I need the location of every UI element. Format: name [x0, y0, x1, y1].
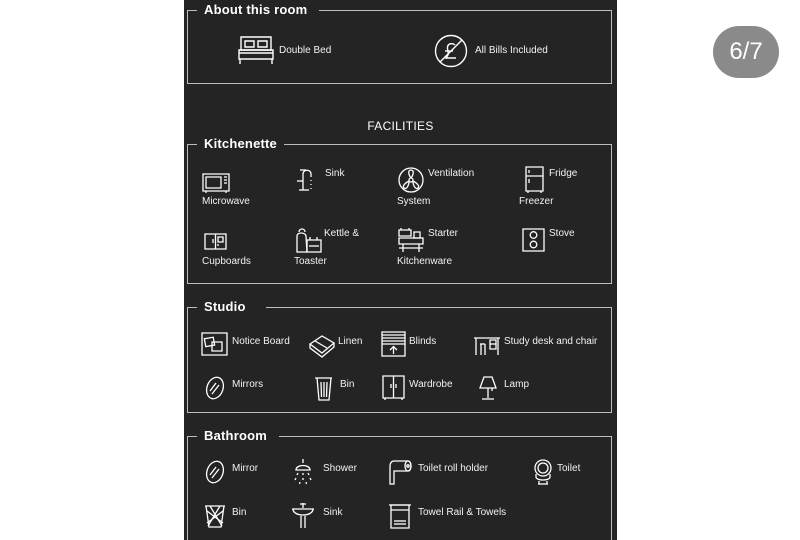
- studio-label-lamp: Lamp: [504, 379, 530, 390]
- bath-label-mirror: Mirror: [232, 463, 259, 474]
- bath-label-towel-rail: Towel Rail & Towels: [418, 507, 507, 518]
- studio-title: Studio: [197, 299, 266, 315]
- kitchen-item-cupboards: [202, 229, 230, 257]
- mirror-icon: [202, 458, 230, 486]
- studio-item-wardrobe: [381, 374, 453, 402]
- kettle-icon: [294, 226, 322, 254]
- kitchen-label-microwave: Microwave: [202, 196, 250, 207]
- kitchen-item-fridge: [521, 166, 577, 194]
- kitchen-label-kettle-2: Toaster: [294, 256, 327, 267]
- kitchen-label-cupboards: Cupboards: [202, 256, 251, 267]
- fridge-icon: [521, 166, 549, 194]
- studio-label-desk: Study desk and chair: [504, 336, 598, 347]
- kitchen-label-ventilation-2: System: [397, 196, 431, 207]
- tap-icon: [295, 166, 323, 194]
- kitchen-item-microwave: [202, 169, 230, 197]
- no-bills-icon: [434, 34, 468, 68]
- bath-item-toilet-roll: [388, 458, 488, 486]
- linen-icon: [308, 331, 336, 359]
- bath-item-toilet: [531, 458, 580, 486]
- kitchen-item-stove: [521, 226, 575, 254]
- fan-icon: [397, 166, 425, 194]
- kitchen-label-fridge-2: Freezer: [519, 196, 554, 207]
- studio-label-blinds: Blinds: [409, 336, 437, 347]
- desk-icon: [473, 331, 501, 359]
- studio-item-bin: [310, 374, 354, 402]
- kitchenware-icon: [397, 226, 425, 254]
- studio-item-lamp: [476, 374, 529, 402]
- kitchen-label-sink: Sink: [325, 168, 345, 179]
- bath-label-toilet: Toilet: [557, 463, 581, 474]
- studio-item-blinds: [380, 331, 436, 359]
- bath-item-mirror: [202, 458, 258, 486]
- toilet-icon: [531, 458, 559, 486]
- shower-icon: [291, 458, 319, 486]
- cupboard-icon: [202, 229, 230, 257]
- studio-label-bin: Bin: [340, 379, 355, 390]
- kitchen-label-kitchenware: Starter: [428, 228, 459, 239]
- studio-item-desk: [473, 331, 597, 359]
- room-details-panel: [184, 0, 617, 540]
- towel-rail-icon: [388, 502, 416, 530]
- bathroom-section: [187, 428, 612, 540]
- about-label-bills: All Bills Included: [475, 45, 548, 56]
- about-title: About this room: [197, 2, 319, 18]
- bin-icon: [310, 374, 338, 402]
- kitchen-label-fridge: Fridge: [549, 168, 578, 179]
- toilet-roll-icon: [388, 458, 416, 486]
- stove-icon: [521, 226, 549, 254]
- microwave-icon: [202, 169, 230, 197]
- bath-item-sink: [291, 502, 342, 530]
- bath-item-bin: [202, 502, 246, 530]
- kitchen-item-ventilation: [397, 166, 474, 194]
- mirror-icon: [202, 374, 230, 402]
- bed-icon: [237, 35, 275, 67]
- studio-label-wardrobe: Wardrobe: [409, 379, 453, 390]
- basin-icon: [291, 502, 319, 530]
- kitchen-item-kettle: [294, 226, 359, 254]
- studio-item-linen: [308, 331, 362, 359]
- kitchen-label-kitchenware-2: Kitchenware: [397, 256, 453, 267]
- facilities-heading: FACILITIES: [367, 119, 434, 133]
- lamp-icon: [476, 374, 504, 402]
- kitchen-label-ventilation: Ventilation: [428, 168, 475, 179]
- kitchen-item-sink: [295, 166, 344, 194]
- wastebasket-icon: [202, 502, 230, 530]
- blinds-icon: [380, 331, 408, 359]
- studio-label-mirrors: Mirrors: [232, 379, 264, 390]
- bath-label-shower: Shower: [323, 463, 357, 474]
- kitchen-label-kettle: Kettle &: [324, 228, 360, 239]
- kitchen-label-stove: Stove: [549, 228, 575, 239]
- bathroom-title: Bathroom: [197, 428, 279, 444]
- kitchenette-title: Kitchenette: [197, 136, 284, 152]
- bath-label-bin: Bin: [232, 507, 247, 518]
- about-section: [187, 2, 612, 84]
- wardrobe-icon: [381, 374, 409, 402]
- about-item-double-bed: [237, 37, 331, 67]
- bath-item-towel-rail: [388, 502, 506, 530]
- notice-board-icon: [201, 331, 229, 359]
- bath-label-toilet-roll: Toilet roll holder: [418, 463, 489, 474]
- about-label-double-bed: Double Bed: [279, 45, 332, 56]
- bath-item-shower: [291, 458, 357, 486]
- kitchenette-section: [187, 136, 612, 284]
- studio-section: [187, 299, 612, 413]
- studio-label-notice-board: Notice Board: [232, 336, 290, 347]
- gallery-counter: 6/7: [713, 26, 779, 78]
- about-item-bills: [434, 34, 548, 68]
- bath-label-sink: Sink: [323, 507, 343, 518]
- studio-label-linen: Linen: [338, 336, 363, 347]
- kitchen-item-kitchenware: [397, 226, 458, 254]
- studio-item-notice-board: [201, 331, 290, 359]
- studio-item-mirrors: [202, 374, 263, 402]
